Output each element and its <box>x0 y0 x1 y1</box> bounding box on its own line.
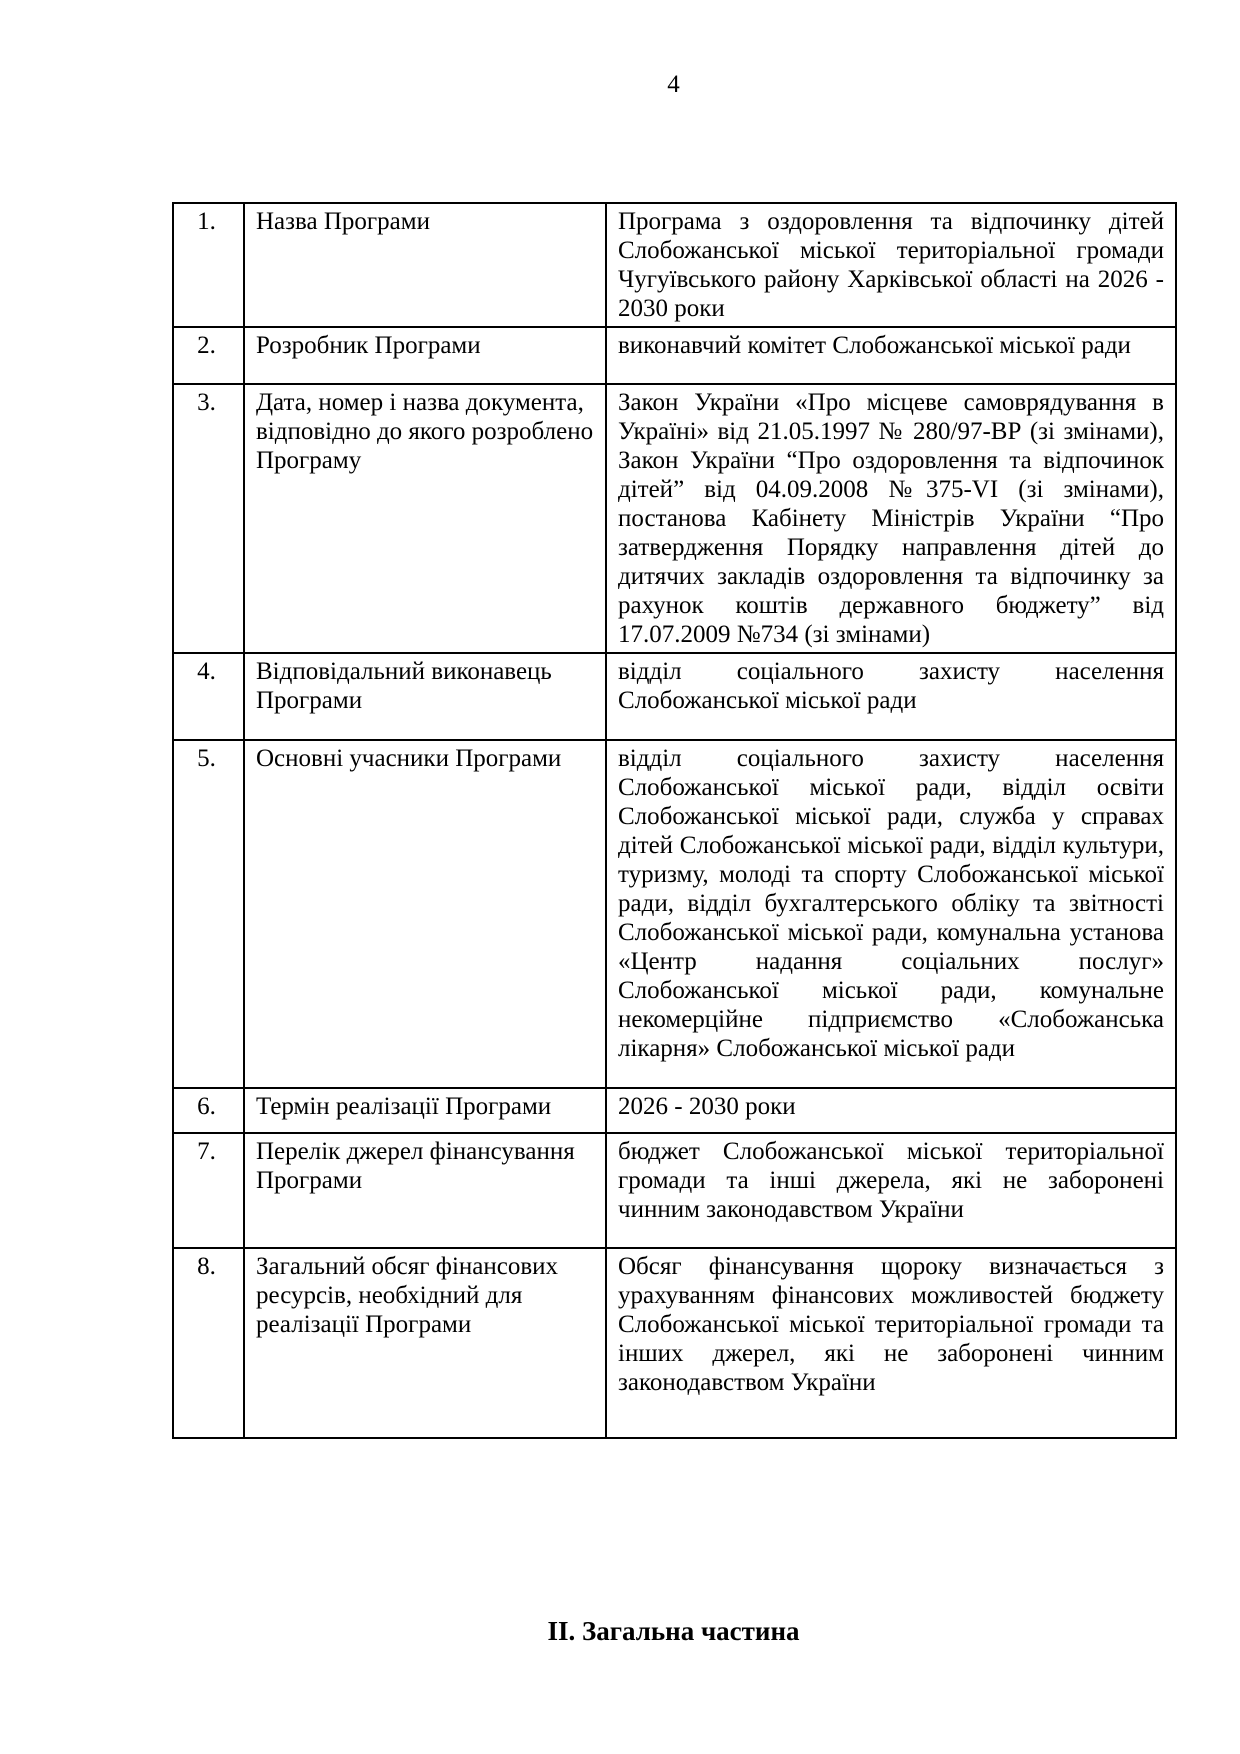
table-row <box>173 327 1176 384</box>
table-row <box>173 740 1176 1088</box>
row-value-cell: Закон України «Про місцеве самоврядування в Україні» від 21.05.1997 № 280/97-ВР (зі змінами), Закон України “Про оздоровлення та відпочинок дітей” від 04.09.2008 №375-VI (зі змінами), постанова Кабінету Міністрів України “Про затвердження Порядку направлення дітей до дитячих закладів оздоровлення та відпочинку за рахунок коштів державного бюджету” від 17.07.2009 №734 (зі змінами) <box>606 384 1176 653</box>
program-passport-table <box>172 202 1177 1439</box>
table-row <box>173 1248 1176 1438</box>
row-number-cell: 2. <box>173 327 244 384</box>
table-row <box>173 384 1176 653</box>
row-label-cell: Загальний обсяг фінансових ресурсів, необхідний для реалізації Програми <box>244 1248 606 1438</box>
row-label-cell: Перелік джерел фінансування Програми <box>244 1133 606 1248</box>
row-number-cell: 8. <box>173 1248 244 1438</box>
row-value-cell: Обсяг фінансування щороку визначається з урахуванням фінансових можливостей бюджету Слобожанської міської територіальної громади та інших джерел, які не заборонені чинним законодавством України <box>606 1248 1176 1438</box>
row-value-cell: відділ соціального захисту населення Слобожанської міської ради, відділ освіти Слобожанської міської ради, служба у справах дітей Слобожанської міської ради, відділ культури, туризму, молоді та спорту Слобожанської міської ради, відділ бухгалтерського обліку та звітності Слобожанської міської ради, комунальна установа «Центр надання соціальних послуг» Слобожанської міської ради, комунальне некомерційне підприємство «Слобожанська лікарня» Слобожанської міської ради <box>606 740 1176 1088</box>
row-label-cell: Термін реалізації Програми <box>244 1088 606 1133</box>
row-label-cell: Дата, номер і назва документа, відповідно до якого розроблено Програму <box>244 384 606 653</box>
table-row <box>173 1088 1176 1133</box>
row-number-cell: 4. <box>173 653 244 740</box>
section-heading: ІІ. Загальна частина <box>547 1616 800 1646</box>
row-value-cell: виконавчий комітет Слобожанської міської ради <box>606 327 1176 384</box>
row-value-cell: 2026 - 2030 роки <box>606 1088 1176 1133</box>
row-label-cell: Основні учасники Програми <box>244 740 606 1088</box>
row-label-cell: Відповідальний виконавець Програми <box>244 653 606 740</box>
row-value-cell: бюджет Слобожанської міської територіальної громади та інші джерела, які не заборонені чинним законодавством України <box>606 1133 1176 1248</box>
row-value-cell: відділ соціального захисту населення Слобожанської міської ради <box>606 653 1176 740</box>
page-number: 4 <box>667 71 680 98</box>
row-value-cell: Програма з оздоровлення та відпочинку дітей Слобожанської міської територіальної громади Чугуївського району Харківської області на 2026 - 2030 роки <box>606 203 1176 327</box>
row-number-cell: 1. <box>173 203 244 327</box>
row-number-cell: 7. <box>173 1133 244 1248</box>
row-label-cell: Назва Програми <box>244 203 606 327</box>
row-number-cell: 5. <box>173 740 244 1088</box>
table-row <box>173 203 1176 327</box>
row-label-cell: Розробник Програми <box>244 327 606 384</box>
row-number-cell: 6. <box>173 1088 244 1133</box>
table-row <box>173 653 1176 740</box>
table-row <box>173 1133 1176 1248</box>
row-number-cell: 3. <box>173 384 244 653</box>
content-area <box>172 0 1175 1754</box>
